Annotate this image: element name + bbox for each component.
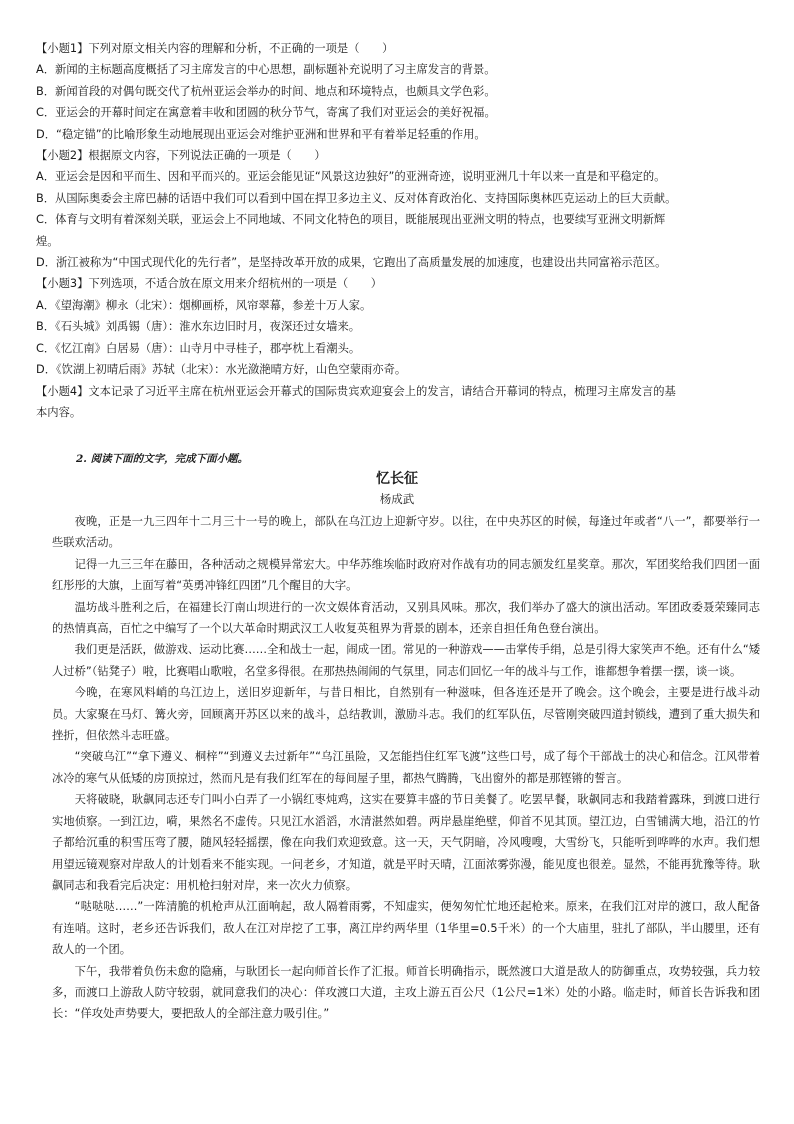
essay-paragraph: 我们更是活跃，做游戏、运动比赛……全和战士一起，闹成一团。常见的一种游戏——击掌传手绢，总是引得大家笑声不绝。还有什么“矮人过桥”（钻凳子）啦，比赛唱山歌啦，名堂多得很。在那热热闹闹的气氛里，同志们回忆一年的战斗与工作，谁都想争着摆一摆，谈一谈。	[52, 643, 760, 678]
question-1-option-d: D．“稳定锚”的比喻形象生动地展现出亚运会对维护亚洲和世界和平有着举足轻重的作用。	[36, 127, 486, 141]
question-3-option-c: C．《忆江南》白居易（唐）：山寺月中寻桂子，郡亭枕上看潮头。	[36, 341, 361, 355]
section-heading: 2. 阅读下面的文字，完成下面小题。	[76, 453, 249, 465]
question-4-stem-continued: 本内容。	[36, 405, 82, 419]
question-1-option-a: A．新闻的主标题高度概括了习主席发言的中心思想，副标题补充说明了习主席发言的背景。	[36, 63, 496, 77]
question-3-option-d: D．《饮湖上初晴后雨》苏轼（北宋）：水光潋滟晴方好，山色空蒙雨亦奇。	[36, 363, 407, 377]
essay-title: 忆长征	[376, 471, 418, 487]
essay-paragraph: 夜晚，正是一九三四年十二月三十一号的晚上，部队在乌江边上迎新守岁。以往，在中央苏区的时候，每逢过年或者“八一”，都要举行一些联欢活动。	[52, 515, 760, 550]
question-2-option-d: D．浙江被称为“中国式现代化的先行者”，是坚持改革开放的成果，它跑出了高质量发展的加速度，也建设出共同富裕示范区。	[36, 256, 667, 270]
essay-paragraph: 记得一九三三年在藤田，各种活动之规模异常宏大。中华苏维埃临时政府对作战有功的同志颁发红星奖章。那次，军团奖给我们四团一面红彤彤的大旗，上面写着“英勇冲锋红四团”几个醒目的大字。	[52, 557, 760, 593]
question-2-stem: 【小题2】根据原文内容，下列说法正确的一项是（ ）	[36, 149, 326, 163]
question-1-option-c: C．亚运会的开幕时间定在寓意着丰收和团圆的秋分节气，寄寓了我们对亚运会的美好祝福。	[36, 106, 496, 120]
question-1-stem: 【小题1】下列对原文相关内容的理解和分析，不正确的一项是（ ）	[36, 42, 394, 55]
essay-paragraph: 下午，我带着负伤未愈的隐痛，与耿团长一起向师首长作了汇报。师首长明确指示，既然渡口大道是敌人的防御重点，攻势较强，兵力较多，而渡口上游敌人防守较弱，就同意我们的决心：佯攻渡口大道，主攻上游五百公尺（1公尺=1米）处的小路。临走时，师首长告诉我和团长：“佯攻处声势要大，要把敌人的全部注意力吸引住。”	[52, 964, 760, 1021]
question-3-stem: 【小题3】下列选项，不适合放在原文用来介绍杭州的一项是（ ）	[36, 277, 383, 291]
essay-body	[52, 511, 760, 1025]
question-2-option-a: A．亚运会是因和平而生、因和平而兴的。亚运会能见证“风景这边独好”的亚洲奇迹，说明亚洲几十年以来一直是和平稳定的。	[36, 170, 666, 184]
question-1-option-b: B．新闻首段的对偶句既交代了杭州亚运会举办的时间、地点和环境特点，也颇具文学色彩。	[36, 84, 496, 98]
question-3-option-a: A．《望海潮》柳永（北宋）：烟柳画桥，风帘翠幕，参差十万人家。	[36, 298, 372, 312]
essay-author: 杨成武	[379, 492, 415, 506]
question-3-option-b: B．《石头城》刘禹锡（唐）：淮水东边旧时月，夜深还过女墙来。	[36, 320, 361, 334]
essay-paragraph: “哒哒哒……”一阵清脆的机枪声从江面响起，敌人隔着雨雾，不知虚实，便匆匆忙忙地还起枪来。原来，在我们江对岸的渡口，敌人配备有连哨。这时，老乡还告诉我们，敌人在江对岸挖了工事，离江岸约两华里（1华里=0.5千米）的一个大庙里，驻扎了部队，半山腰里，还有敌人的一个团。	[52, 900, 760, 957]
essay-paragraph: 温坊战斗胜利之后，在福建长汀南山坝进行的一次文娱体育活动，又别具风味。那次，我们举办了盛大的演出活动。军团政委聂荣臻同志的热情真高，百忙之中编写了一个以大革命时期武汉工人收复英租界为背景的剧本，还亲自担任角色登台演出。	[52, 600, 760, 636]
question-2-option-c: C．体育与文明有着深刻关联，亚运会上不同地域、不同文化特色的项目，既能展现出亚洲文明的特点，也要续写亚洲文明新辉	[36, 213, 666, 227]
question-2-option-b: B．从国际奥委会主席巴赫的话语中我们可以看到中国在捍卫多边主义、反对体育政治化、支持国际奥林匹克运动上的巨大贡献。	[36, 191, 677, 205]
essay-paragraph: 天将破晓，耿飙同志还专门叫小白弄了一小锅红枣炖鸡，这实在要算丰盛的节日美餐了。吃罢早餐，耿飙同志和我踏着露珠，到渡口进行实地侦察。一到江边，嗬，果然名不虚传。只见江水滔滔，水清湛然如碧。两岸悬崖绝壁，仰首不见其顶。望江边，白雪铺满大地，沿江的竹子都给沉重的积雪压弯了腰，随风轻轻摇摆，像在向我们欢迎致意。这一天，天气阴暗，冷风嗖嗖，大雪纷飞，只能听到哗哗的水声。我们想用望远镜观察对岸敌人的计划看来不能实现。一问老乡，才知道，就是平时天晴，江面浓雾弥漫，能见度也很差。显然，不能再犹豫等待。耿飙同志和我看完后决定：用机枪扫射对岸，来一次火力侦察。	[52, 793, 760, 892]
question-2-option-c-continued: 煌。	[36, 234, 59, 248]
essay-paragraph: “突破乌江”“拿下遵义、桐梓”“到遵义去过新年”“乌江虽险，又怎能挡住红军飞渡”这些口号，成了每个干部战士的决心和信念。江风带着冰冷的寒气从低矮的房顶掠过，然而凡是有我们红军在的每间屋子里，都热气腾腾，飞出窗外的都是那铿锵的誓言。	[52, 750, 760, 785]
essay-paragraph: 今晚，在寒风料峭的乌江边上，送旧岁迎新年，与昔日相比，自然别有一种滋味，但各连还是开了晚会。这个晚会，主要是进行战斗动员。大家聚在马灯、篝火旁，回顾离开苏区以来的战斗，总结教训，激励斗志。我们的红军队伍，尽管刚突破四道封锁线，遭到了重大损失和挫折，但依然斗志旺盛。	[52, 686, 760, 743]
question-section	[36, 38, 758, 423]
question-4-stem: 【小题4】文本记录了习近平主席在杭州亚运会开幕式的国际贵宾欢迎宴会上的发言，请结合开幕词的特点，梳理习主席发言的基	[36, 384, 676, 398]
